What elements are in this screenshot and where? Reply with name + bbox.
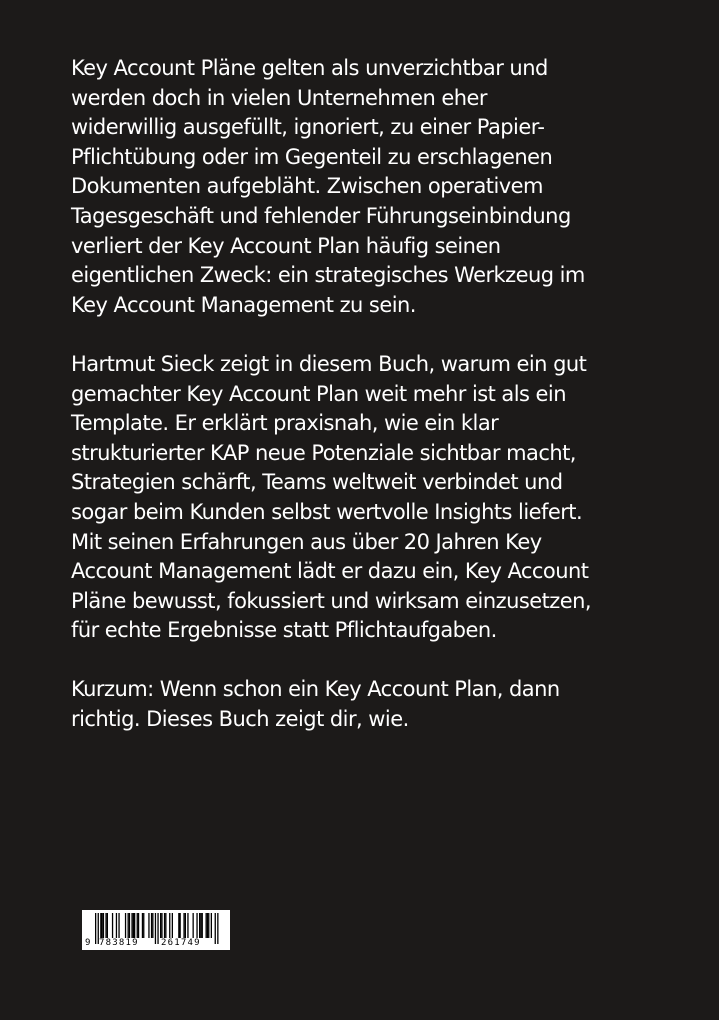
barcode-bar: [202, 913, 203, 938]
barcode-bar: [151, 913, 152, 938]
barcode-bar: [134, 913, 135, 938]
barcode-bar: [200, 913, 201, 938]
barcode-bar: [172, 913, 173, 938]
barcode-bar: [211, 913, 212, 938]
barcode-bar: [208, 913, 209, 938]
barcode-bar: [118, 913, 119, 938]
blurb-paragraph-2: Hartmut Sieck zeigt in diesem Buch, warum ein gut gemachter Key Account Plan weit mehr ist als ein Template. Er erklärt praxisnah, wie ein klar strukturierter KAP neue Potenziale sichtbar macht, Strategien schärft, Teams weltweit verbindet und sogar beim Kunden selbst wertvolle Insights liefert. Mit seinen Erfahrungen aus über 20 Jahren Key Account Management lädt er dazu ein, Key Account Pläne bewusst, fokussiert und wirksam einzusetzen, für echte Ergebnisse statt Pflichtaufgaben.: [71, 351, 592, 643]
barcode-bar: [165, 913, 166, 938]
barcode-bar: [131, 913, 132, 938]
barcode-bar: [185, 913, 186, 938]
isbn-barcode: [82, 910, 230, 950]
barcode-bar: [169, 913, 170, 938]
barcode-bar: [128, 913, 129, 938]
blurb-paragraph-1: Key Account Pläne gelten als unverzichtbar und werden doch in vielen Unternehmen eher widerwillig ausgefüllt, ignoriert, zu einer Papier- Pflichtübung oder im Gegenteil zu erschlagenen Dokumenten aufgebläht. Zwischen operativem Tagesgeschäft und fehlender Führungseinbindung verliert der Key Account Plan häufig seinen eigentlichen Zweck: ein strategisches Werkzeug im Key Account Management zu sein.: [71, 56, 585, 317]
barcode-bar: [206, 913, 207, 938]
barcode-bar: [152, 913, 153, 938]
barcode-bar: [105, 913, 106, 938]
barcode-bar: [160, 913, 161, 938]
barcode-bar: [207, 913, 208, 938]
barcode-bar: [164, 913, 165, 938]
barcode-bar: [161, 913, 162, 938]
barcode-bar: [129, 913, 130, 938]
barcode-bar: [137, 913, 138, 938]
barcode-bar: [112, 913, 113, 938]
barcode-bar: [187, 913, 188, 938]
blurb-text: [71, 54, 671, 764]
barcode-bar: [143, 913, 144, 938]
barcode-bar: [193, 913, 194, 938]
barcode-bar: [125, 913, 126, 938]
barcode-bar: [199, 913, 200, 938]
barcode-bar: [100, 913, 101, 938]
barcode-bar: [148, 913, 149, 938]
barcode-bar: [142, 913, 143, 938]
barcode-first-digit: 9: [85, 938, 91, 948]
barcode-bar: [103, 913, 104, 938]
barcode-bar: [178, 913, 179, 938]
barcode-bar: [196, 913, 197, 938]
blurb-paragraph-3: Kurzum: Wenn schon ein Key Account Plan, dann richtig. Dieses Buch zeigt dir, wie.: [71, 677, 560, 732]
barcode-bar: [180, 913, 181, 938]
barcode-bar: [116, 913, 117, 938]
barcode-bar: [133, 913, 134, 938]
barcode-bar: [107, 913, 108, 938]
barcode-bar: [138, 913, 139, 938]
barcode-right-group: 261749: [161, 938, 201, 948]
barcode-left-group: 783819: [99, 938, 139, 948]
barcode-bar: [183, 913, 184, 938]
barcode-digits: [82, 937, 230, 950]
barcode-bar: [102, 913, 103, 938]
